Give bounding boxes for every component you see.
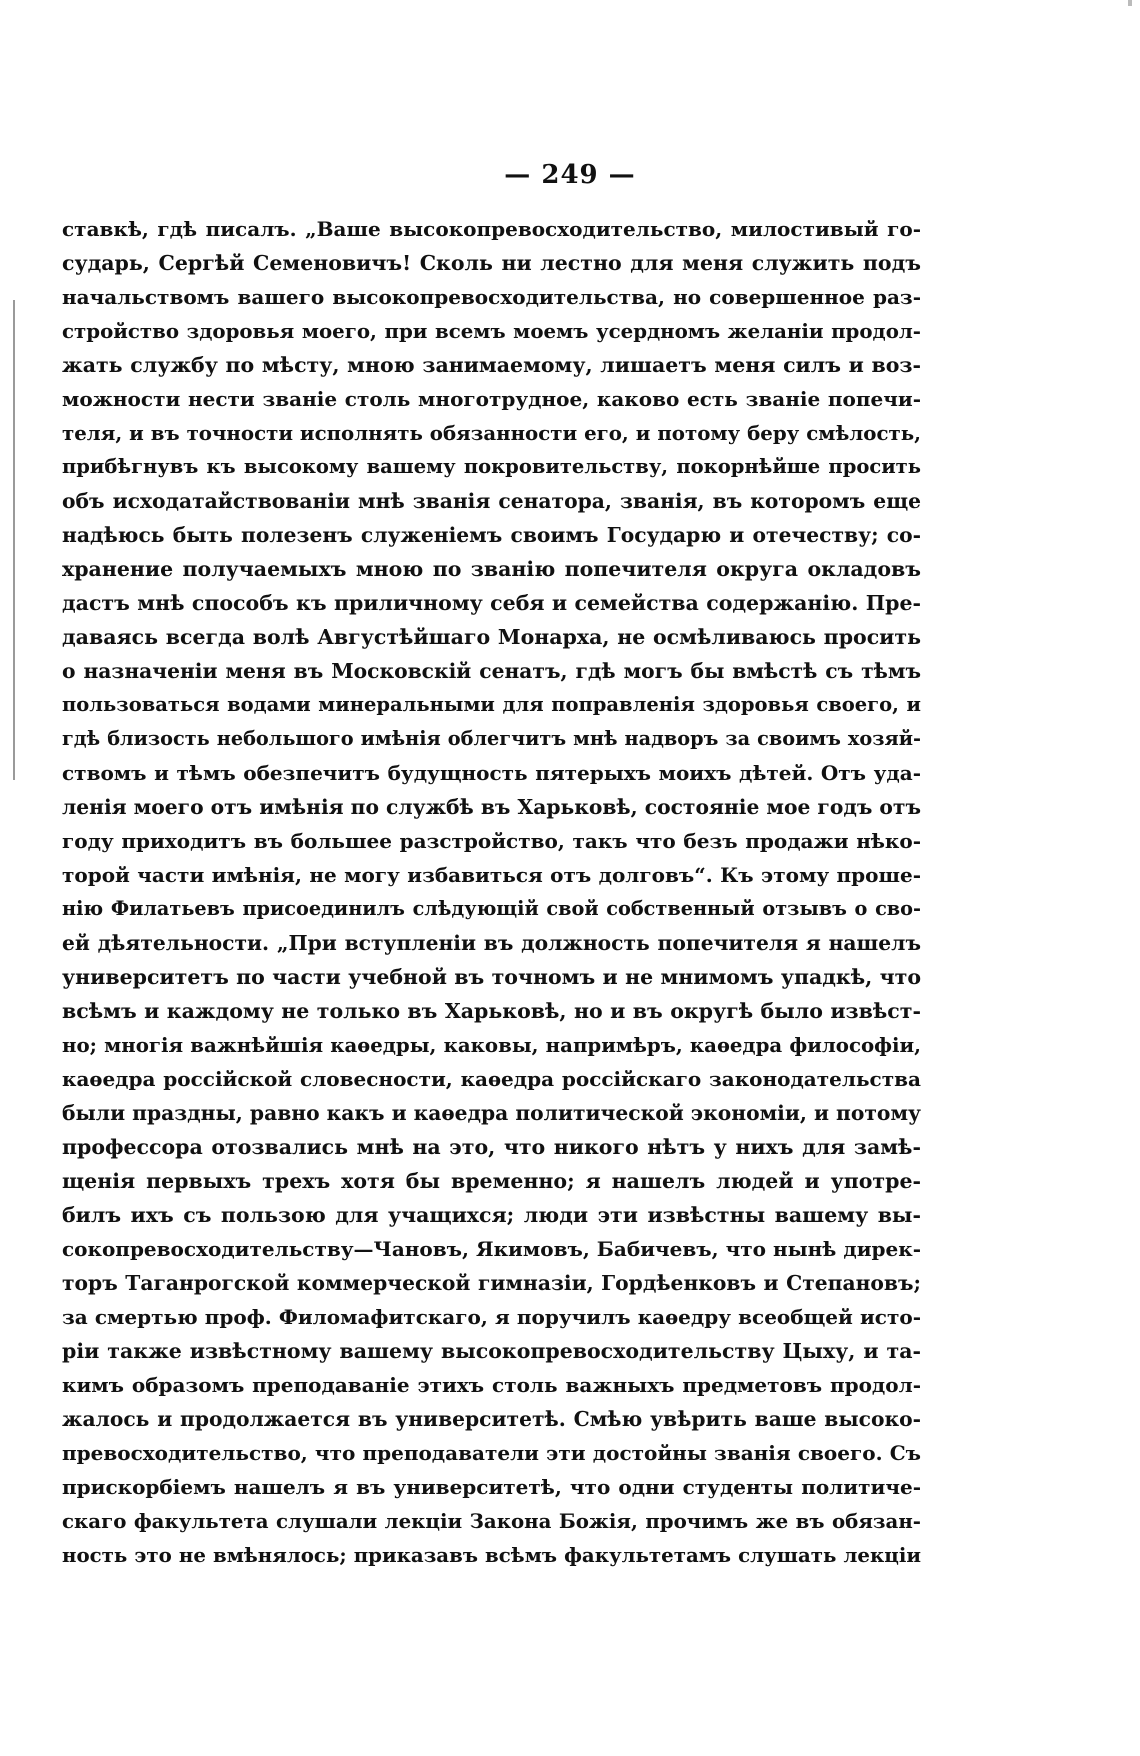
text-line: каѳедра россiйской словесности, каѳедра россiйскаго законодательства xyxy=(62,1067,921,1091)
text-line: гдѣ близость небольшого имѣнiя облегчитъ мнѣ надворъ за своимъ хозяй- xyxy=(62,727,921,750)
text-line: сударь, Сергѣй Семеновичъ! Сколь ни лестно для меня служить подъ xyxy=(62,251,921,275)
body-text xyxy=(62,212,921,1572)
text-line: прискорбiемъ нашелъ я въ университетѣ, что одни студенты политиче- xyxy=(62,1475,921,1499)
text-line: профессора отозвались мнѣ на это, что никого нѣтъ у нихъ для замѣ- xyxy=(62,1135,921,1159)
text-line: сокопревосходительству—Чановъ, Якимовъ, Бабичевъ, что нынѣ дирек- xyxy=(62,1237,921,1261)
text-line: хранение получаемыхъ мною по званiю попечителя округа окладовъ xyxy=(62,557,921,581)
text-line: щенiя первыхъ трехъ хотя бы временно; я нашелъ людей и употре- xyxy=(62,1169,921,1193)
text-line: можности нести званiе столь многотрудное, каково есть званiе попечи- xyxy=(62,387,921,411)
scan-artifact xyxy=(1128,0,1132,6)
text-line: за смертью проф. Филомафитскаго, я поручилъ каѳедру всеобщей исто- xyxy=(62,1305,921,1329)
text-line: скаго факультета слушали лекцiи Закона Божiя, прочимъ же въ обязан- xyxy=(62,1509,921,1533)
text-line: году приходитъ въ большее разстройство, такъ что безъ продажи нѣко- xyxy=(62,829,921,853)
text-line: торъ Таганрогской коммерческой гимназiи, Гордѣенковъ и Степановъ; xyxy=(62,1271,921,1295)
text-line: ность это не вмѣнялось; приказавъ всѣмъ факультетамъ слушать лекцiи xyxy=(62,1543,921,1567)
text-line: жать службу по мѣсту, мною занимаемому, лишаетъ меня силъ и воз- xyxy=(62,353,921,377)
margin-rule xyxy=(13,300,15,780)
text-line: билъ ихъ съ пользою для учащихся; люди эти извѣстны вашему вы- xyxy=(62,1203,921,1227)
text-line: даваясь всегда волѣ Августѣйшаго Монарха, не осмѣливаюсь просить xyxy=(62,625,921,649)
text-line: начальствомъ вашего высокопревосходительства, но совершенное раз- xyxy=(62,285,921,309)
text-line: рiи также извѣстному вашему высокопревосходительству Цыху, и та- xyxy=(62,1339,921,1363)
text-line: нiю Филатьевъ присоединилъ слѣдующiй свой собственный отзывъ о сво- xyxy=(62,897,921,920)
text-line: пользоваться водами минеральными для поправленiя здоровья своего, и xyxy=(62,693,921,716)
text-line: ленiя моего отъ имѣнiя по службѣ въ Харьковѣ, состоянiе мое годъ отъ xyxy=(62,795,921,819)
text-line: стройство здоровья моего, при всемъ моемъ усердномъ желанiи продол- xyxy=(62,319,921,343)
text-line: торой части имѣнiя, не могу избавиться отъ долговъ“. Къ этому проше- xyxy=(62,863,921,887)
page-number: — 249 — xyxy=(504,160,636,190)
text-line: ставкѣ, гдѣ писалъ. „Ваше высокопревосходительство, милостивый го- xyxy=(62,217,921,241)
text-line: о назначенiи меня въ Московскiй сенатъ, гдѣ могъ бы вмѣстѣ съ тѣмъ xyxy=(62,659,921,683)
text-line: всѣмъ и каждому не только въ Харьковѣ, но и въ округѣ было извѣст- xyxy=(62,999,921,1023)
text-line: дастъ мнѣ способъ къ приличному себя и семейства содержанiю. Пре- xyxy=(62,591,921,615)
text-line: были праздны, равно какъ и каѳедра политической экономiи, и потому xyxy=(62,1101,921,1125)
text-line: прибѣгнувъ къ высокому вашему покровительству, покорнѣйше просить xyxy=(62,455,921,478)
text-line: университетъ по части учебной въ точномъ и не мнимомъ упадкѣ, что xyxy=(62,965,921,989)
text-line: теля, и въ точности исполнять обязанности его, и потому беру смѣлость, xyxy=(62,421,921,445)
text-line: объ исходатайствованiи мнѣ званiя сенатора, званiя, въ которомъ еще xyxy=(62,489,921,513)
text-line: надѣюсь быть полезенъ служенiемъ своимъ Государю и отечеству; со- xyxy=(62,523,921,547)
text-line: кимъ образомъ преподаванiе этихъ столь важныхъ предметовъ продол- xyxy=(62,1373,921,1397)
text-line: превосходительство, что преподаватели эти достойны званiя своего. Съ xyxy=(62,1441,921,1465)
text-line: ствомъ и тѣмъ обезпечитъ будущность пятерыхъ моихъ дѣтей. Отъ уда- xyxy=(62,761,921,785)
text-line: ей дѣятельности. „При вступленiи въ должность попечителя я нашелъ xyxy=(62,931,921,955)
text-line: но; многiя важнѣйшiя каѳедры, каковы, напримѣръ, каѳедра философiи, xyxy=(62,1033,921,1057)
text-line: жалось и продолжается въ университетѣ. Смѣю увѣрить ваше высоко- xyxy=(62,1407,921,1431)
